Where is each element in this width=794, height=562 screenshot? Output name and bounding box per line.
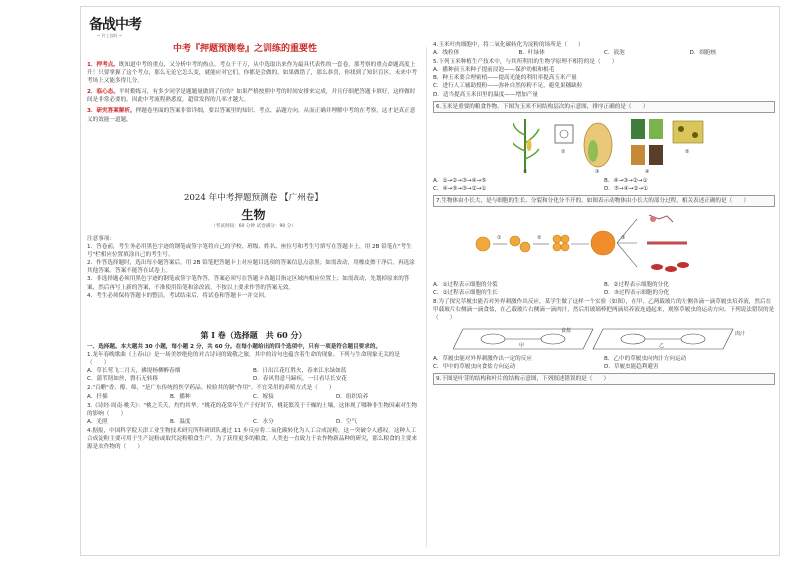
question-r5 <box>433 298 775 370</box>
question-stem: 2."百醋"香、醇、绵，"是广东传统的医学药品。检验其的制"作用"。不宜采用的养殖方式是（ ） <box>87 385 335 392</box>
tips-section <box>87 61 419 127</box>
option-b: B．②过程表示细胞的分化 <box>604 282 669 289</box>
question-r4 <box>433 195 775 297</box>
option-c: C．④→⑤→③→②→① <box>433 185 487 192</box>
tip-item <box>87 107 419 123</box>
options <box>433 355 775 371</box>
notes-title: 注意事项： <box>87 236 115 242</box>
options <box>87 367 419 383</box>
option-b: B．播种 <box>170 393 191 400</box>
fig6-label: ② <box>561 148 566 155</box>
option-d: D．春风得意马蹄疾，一日看尽长安花 <box>253 376 347 383</box>
section-title: 第 I 卷（选择题 共 60 分） <box>200 330 307 340</box>
fig6-label: ④ <box>645 168 650 175</box>
option-d: D．草履虫能趋利避害 <box>604 363 659 370</box>
option-a: A．光照 <box>87 418 108 425</box>
tissue-icon <box>631 119 663 165</box>
tip-item <box>87 88 419 104</box>
option-c: C．甲中的草履虫向食盐方向运动 <box>433 363 516 370</box>
option-b: B．乙中的草履虫向肉汁方向运动 <box>604 355 687 362</box>
tip-text: 平时勤练习，有多少同学是题题量做到了位的？如果严格按照中考的时间安排来完成，并且仔细把答题卡填好，这样做时间是非常必要的，因此中考流程熟悉度。超常发挥的几率才越大。 <box>87 89 416 104</box>
question-1 <box>87 351 419 383</box>
fig6-label: ① <box>523 168 528 175</box>
tip-label: 2．临心态。 <box>87 89 119 96</box>
small-box-icon <box>555 125 573 143</box>
options <box>87 393 419 401</box>
tip-label: 1．押考点。 <box>87 62 119 68</box>
column-divider <box>426 47 427 547</box>
option-c: C．液泡 <box>604 50 625 57</box>
option-d: D．细胞核 <box>689 50 717 57</box>
seed-icon <box>584 123 612 167</box>
option-c: C．蒲苇韧如丝，磐石无转移 <box>87 376 159 383</box>
tip-text: 押题卷里面的答案非常详细，要以答案里的知识、考点、品题方向，从而正确并理解中考的在考察，这才是真正意义的效能一道题。 <box>87 108 416 123</box>
option-d: D．空气 <box>336 418 358 425</box>
options <box>87 418 419 426</box>
differentiated-cells-icon <box>647 215 689 272</box>
option-a: A．播种前玉米种子提前浸泡——保护幼根和根毛 <box>433 67 555 74</box>
paramecium-figure <box>433 325 775 353</box>
question-stem: 5.下列玉米种植生产技术中，与其所利用的生物学原理不相符的是（ ） <box>433 59 618 66</box>
note-item: 3．非选择题必须用黑色字迹的钢笔或签字笔作答，答案必须写在答题卡各题目指定区域内相应位置上；如需改动，先划掉原来的答案，然后再写上新的答案，不准使用铅笔和涂改液。不按以上要求作答的答案无效。 <box>87 276 410 291</box>
option-c: C．①过程表示细胞的生长 <box>433 290 498 297</box>
question-stem: 6.玉米是重要的粮食作物。下图为玉米不同结构层次的示意图，排序正确的是（ ） <box>433 101 775 113</box>
slide-b-label: 乙 <box>659 342 665 349</box>
fig7-label: ③ <box>621 235 626 242</box>
fig6-label: ③ <box>595 168 600 175</box>
note-item: 1．答卷前，考生务必用黑色字迹的钢笔或签字笔将自己的学校、班级、姓名、座位号和考生号填写在答题卡上，用 2B 铅笔在"考生号"栏相应位置填涂自己的考生号。 <box>87 244 412 259</box>
subject-title: 生物 <box>241 208 266 222</box>
option-c: C．水分 <box>253 418 274 425</box>
note-item: 4．考生必须保持答题卡的整洁。考试结束后，将试卷和答题卡一并交回。 <box>87 292 270 299</box>
juice-label: 肉汁 <box>735 330 746 337</box>
option-b: B．温度 <box>170 418 191 425</box>
cell-icon <box>673 121 703 143</box>
salt-label: 食盐 <box>561 327 572 334</box>
exam-sheet <box>80 6 780 556</box>
options <box>433 281 775 297</box>
option-d: D．③过程表示细胞的分化 <box>604 290 670 297</box>
question-r3 <box>433 101 775 193</box>
option-b: B．日出江花红胜火，春来江水绿如蓝 <box>253 368 347 375</box>
option-d: D．组织培养 <box>336 393 369 400</box>
fig7-label: ① <box>497 235 502 242</box>
option-a: A．①→②→③→④→⑤ <box>433 177 487 184</box>
page-headline: 中考『押题预测卷』之训练的重要性 <box>173 44 318 54</box>
brand-logo <box>85 11 147 41</box>
corn-structure-figure <box>433 115 775 175</box>
section-intro: 一、选择题。本大题共 30 小题，每小题 2 分，共 60 分。在每小题给出的四个选项中，只有一项是符合题目要求的。 <box>87 344 382 350</box>
fig7-label: ② <box>537 235 542 242</box>
option-a: A．①过程表示细胞的分裂 <box>433 282 498 289</box>
question-2 <box>87 384 419 400</box>
left-questions <box>87 343 419 452</box>
option-c: C．嫁接 <box>253 393 274 400</box>
question-stem: 9.下图是叶芽的结构和叶片的结构示意图，下列叙述错误的是（ ） <box>433 373 775 385</box>
right-questions <box>433 41 775 387</box>
option-d: D．适当提高玉米田里的温度——增加产量 <box>433 91 538 98</box>
fig6-label: ⑤ <box>685 148 690 155</box>
tip-item <box>87 61 419 85</box>
option-b: B．叶绿体 <box>518 50 545 57</box>
tip-label: 3．研究答案解析。 <box>87 108 136 115</box>
logo-subtitle: ~ 好上加好 ~ <box>97 33 123 38</box>
question-3 <box>87 402 419 426</box>
option-a: A．草长莺飞二月天，拂堤杨柳醉春烟 <box>87 368 181 375</box>
option-b: B．种玉米要合理密植——提高光能的利用率提高玉米产量 <box>433 75 577 82</box>
exam-title: 2024 年中考押题预测卷 【广州卷】 <box>183 193 324 203</box>
question-r2 <box>433 58 775 98</box>
note-item: 2．作答选择题时，选出每小题答案后，用 2B 铅笔把答题卡上对应题目选项的答案信息点涂黑；如需改动，用橡皮擦干净后，再选涂其他答案。答案不能答在试卷上。 <box>87 260 415 275</box>
option-d: D．⑤→④→②→① <box>604 185 649 192</box>
slide-a-label: 甲 <box>519 342 525 349</box>
option-a: A．扦插 <box>87 393 108 400</box>
tip-text: 既知道中考的重点，又分析中考的热点。考点千千万，从中选取出来作为最具代表性的一套卷，那考察的重点命题高度上升！只要掌握了这个考点，那么无论它怎么变，就能应对它们。你都是会做的。如果做错了，那么恭喜，你找到了知识盲区，未来中考考场上又能多得几分。 <box>87 62 418 85</box>
slides-svg <box>453 325 753 353</box>
question-stem: 1.龙年春晚歌曲《上春山》是一场美妙绝伦的对古诗词的致敬之旅，其中的诗句也蕴含着生命的现象。下列与生命现象无关的是（ ） <box>87 352 400 367</box>
cell-division-figure <box>433 209 775 279</box>
question-r1 <box>433 41 775 57</box>
option-a: A．草履虫能对外界刺激作出一定的反应 <box>433 355 532 362</box>
option-c: C．进行人工辅助授粉——弥补自然传粉不足，避免果穗缺粒 <box>433 83 583 90</box>
notes-section <box>87 235 419 300</box>
options <box>433 177 775 193</box>
option-a: A．线粒体 <box>433 50 460 57</box>
question-stem: 4.据报，中国科学院天津工业生物技术研究所科研团队通过 11 步反应将二氧化碳转化为人工合成淀粉，这一突破令人感叹。这种人工合成淀粉主要可用于生产淀粉或取代淀粉粮食生产，为了获得更多的粮食，人类也一直致力于农作物新品种的研究，那么粮食的主要来源是农作物的（ ） <box>87 427 418 451</box>
logo-text: 备战中考 <box>89 17 141 33</box>
question-r6 <box>433 373 775 385</box>
question-stem: 7.生物体由小长大，是与细胞的生长、分裂和分化分不开的。如图表示动物体由小长大的部分过程，相关表述正确的是（ ） <box>433 195 775 207</box>
question-stem: 3.《诗经·周南·桃夭》："桃之夭夭，灼灼其华。"桃花的花常年生产于好时节，桃花繁茂于干燥的土壤，这体现了哪种非生物因素对生物的影响（ ） <box>87 402 418 417</box>
corn-plant-icon <box>513 119 539 173</box>
question-4 <box>87 427 419 451</box>
options <box>433 49 775 57</box>
question-stem: 8.为了探究草履虫能否对外界刺激作出反应，某学生做了这样一个实验（如图），在甲、乙两载玻片的左侧各滴一滴草履虫培养液，然后在甲载玻片右侧滴一滴食盐，在乙载玻片右侧滴一滴肉汁，然后用玻璃棒把两滴培养液连通起来，观察草履虫的运动方向。下列说法错误的是（ ） <box>433 299 775 322</box>
cell-division-svg <box>453 209 743 279</box>
corn-figure-svg <box>513 115 763 175</box>
question-stem: 4.玉米叶肉细胞中，将二氧化碳转化为淀粉的场所是（ ） <box>433 42 584 48</box>
option-b: B．④→③→②→① <box>604 177 648 184</box>
exam-meta: （考试时间：60 分钟 试卷满分：90 分） <box>211 224 296 229</box>
